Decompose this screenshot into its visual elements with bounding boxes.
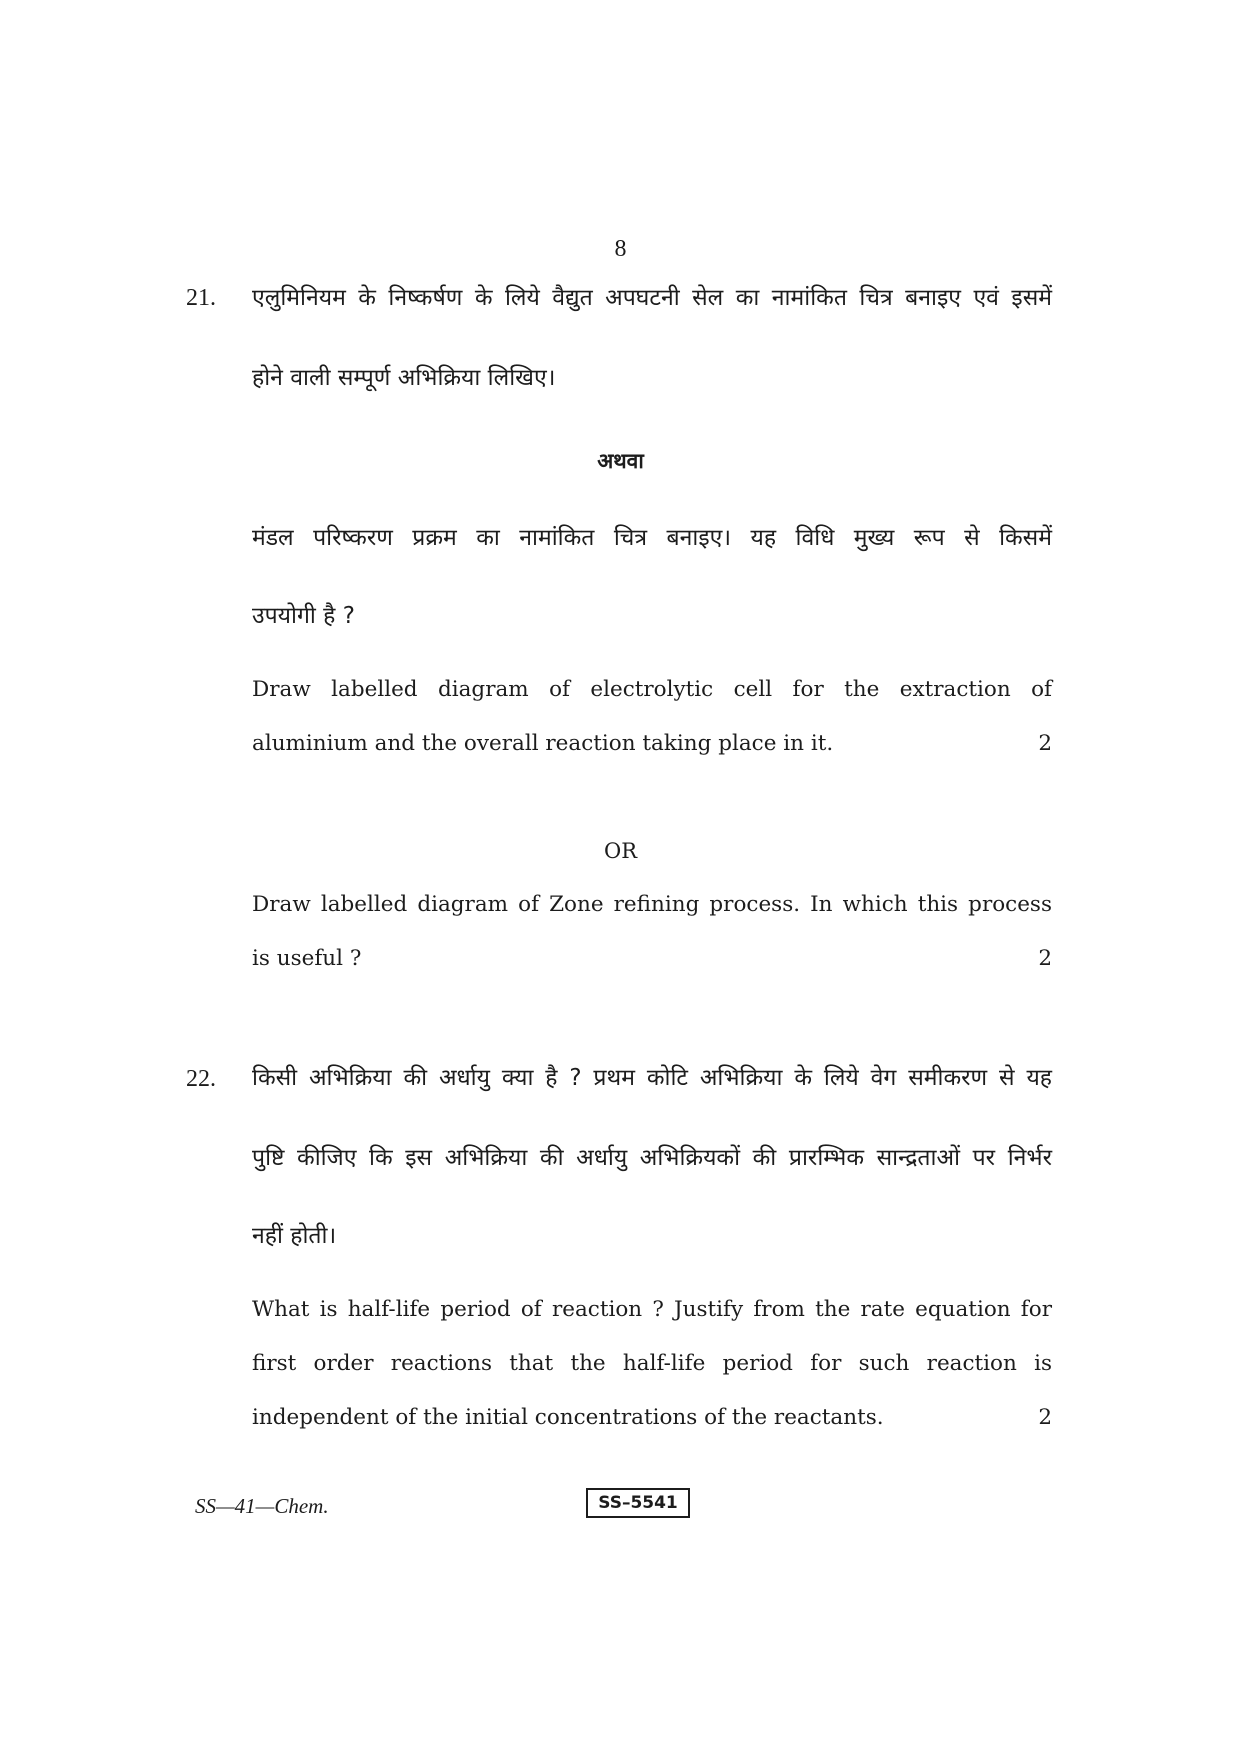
question-number: 22. bbox=[186, 1066, 216, 1092]
question-number: 21. bbox=[186, 285, 216, 311]
question-english-line: independent of the initial concentrations of the reactants. bbox=[252, 1405, 884, 1430]
hindi-or-label: अथवा bbox=[597, 449, 644, 473]
question-hindi-line: पुष्टि कीजिए कि इस अभिक्रिया की अर्धायु अभिक्रियकों की प्रारम्भिक सान्द्रताओं पर निर्भर bbox=[252, 1145, 1052, 1171]
question-english-line: Draw labelled diagram of electrolytic cell for the extraction of bbox=[252, 677, 1052, 702]
alternative-hindi-line: मंडल परिष्करण प्रक्रम का नामांकित चित्र बनाइए। यह विधि मुख्य रूप से किसमें bbox=[252, 525, 1052, 551]
question-english-line: first order reactions that the half-life period for such reaction is bbox=[252, 1351, 1052, 1376]
question-hindi-line: एलुमिनियम के निष्कर्षण के लिये वैद्युत अपघटनी सेल का नामांकित चित्र बनाइए एवं इसमें bbox=[252, 285, 1052, 311]
question-english-line: What is half-life period of reaction ? Justify from the rate equation for bbox=[252, 1297, 1052, 1322]
marks: 2 bbox=[1038, 946, 1052, 971]
footer-subject-code: SS—41—Chem. bbox=[195, 1494, 329, 1518]
question-english-line: aluminium and the overall reaction taking place in it. bbox=[252, 731, 834, 756]
footer-paper-code: SS–5541 bbox=[586, 1488, 690, 1518]
question-hindi-line: किसी अभिक्रिया की अर्धायु क्या है ? प्रथम कोटि अभिक्रिया के लिये वेग समीकरण से यह bbox=[252, 1065, 1052, 1091]
alternative-english-line: is useful ? bbox=[252, 946, 362, 971]
question-hindi-line: होने वाली सम्पूर्ण अभिक्रिया लिखिए। bbox=[252, 365, 556, 391]
marks: 2 bbox=[1038, 731, 1052, 756]
alternative-hindi-line: उपयोगी है ? bbox=[252, 603, 355, 629]
english-or-label: OR bbox=[603, 839, 638, 863]
page-number: 8 bbox=[614, 236, 627, 262]
alternative-english-line: Draw labelled diagram of Zone refining process. In which this process bbox=[252, 892, 1052, 917]
marks: 2 bbox=[1038, 1405, 1052, 1430]
question-hindi-line: नहीं होती। bbox=[252, 1223, 337, 1249]
